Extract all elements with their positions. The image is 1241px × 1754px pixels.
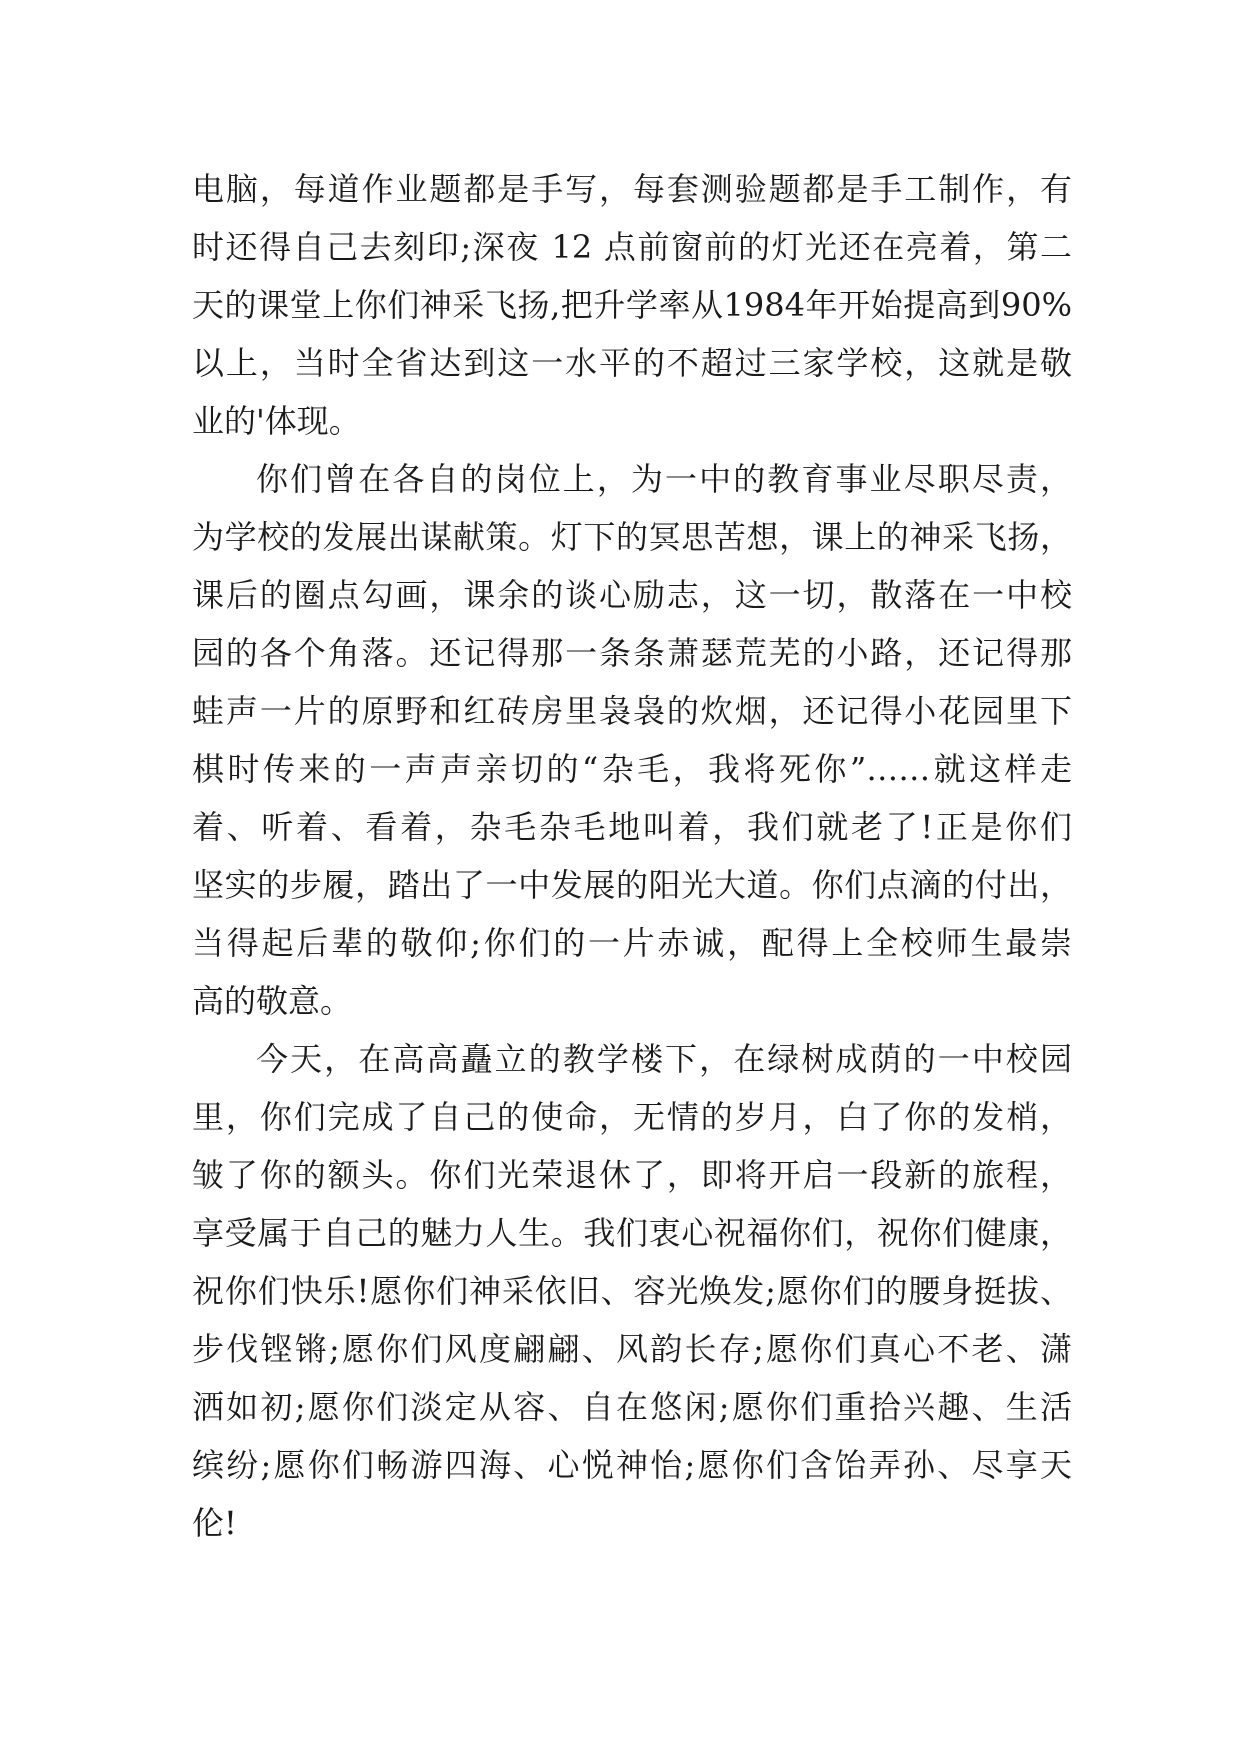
text-line: 缤纷;愿你们畅游四海、心悦神怡;愿你们含饴弄孙、尽享天 — [192, 1446, 1072, 1484]
text-line: 享受属于自己的魅力人生。我们衷心祝福你们，祝你们健康， — [192, 1214, 1072, 1252]
text-line: 园的各个角落。还记得那一条条萧瑟荒芜的小路，还记得那 — [192, 634, 1072, 672]
text-line: 以上，当时全省达到这一水平的不超过三家学校，这就是敬 — [192, 344, 1072, 382]
text-line: 步伐铿锵;愿你们风度翩翩、风韵长存;愿你们真心不老、潇 — [192, 1330, 1072, 1368]
text-line: 时还得自己去刻印;深夜 12 点前窗前的灯光还在亮着，第二 — [192, 228, 1072, 266]
text-line: 课后的圈点勾画，课余的谈心励志，这一切，散落在一中校 — [192, 576, 1072, 614]
text-line: 伦! — [192, 1504, 237, 1542]
text-line: 高的敬意。 — [192, 982, 353, 1020]
text-line: 棋时传来的一声声亲切的“杂毛，我将死你”……就这样走 — [192, 750, 1072, 788]
text-line: 皱了你的额头。你们光荣退休了，即将开启一段新的旅程， — [192, 1156, 1072, 1194]
text-line: 洒如初;愿你们淡定从容、自在悠闲;愿你们重拾兴趣、生活 — [192, 1388, 1072, 1426]
text-line: 业的'体现。 — [192, 402, 361, 440]
text-line: 今天，在高高矗立的教学楼下，在绿树成荫的一中校园 — [256, 1040, 1072, 1078]
text-line: 里，你们完成了自己的使命，无情的岁月，白了你的发梢， — [192, 1098, 1072, 1136]
text-line: 为学校的发展出谋献策。灯下的冥思苦想，课上的神采飞扬， — [192, 518, 1072, 556]
text-line: 祝你们快乐!愿你们神采依旧、容光焕发;愿你们的腰身挺拔、 — [192, 1272, 1072, 1310]
text-line: 天的课堂上你们神采飞扬,把升学率从1984年开始提高到90% — [192, 286, 1072, 324]
text-line: 蛙声一片的原野和红砖房里袅袅的炊烟，还记得小花园里下 — [192, 692, 1072, 730]
text-line: 你们曾在各自的岗位上，为一中的教育事业尽职尽责， — [256, 460, 1072, 498]
text-line: 坚实的步履，踏出了一中发展的阳光大道。你们点滴的付出， — [192, 866, 1072, 904]
text-line: 着、听着、看着，杂毛杂毛地叫着，我们就老了!正是你们 — [192, 808, 1072, 846]
body-text — [192, 160, 1072, 1552]
text-line: 电脑，每道作业题都是手写，每套测验题都是手工制作，有 — [192, 170, 1072, 208]
text-line: 当得起后辈的敬仰;你们的一片赤诚，配得上全校师生最崇 — [192, 924, 1072, 962]
